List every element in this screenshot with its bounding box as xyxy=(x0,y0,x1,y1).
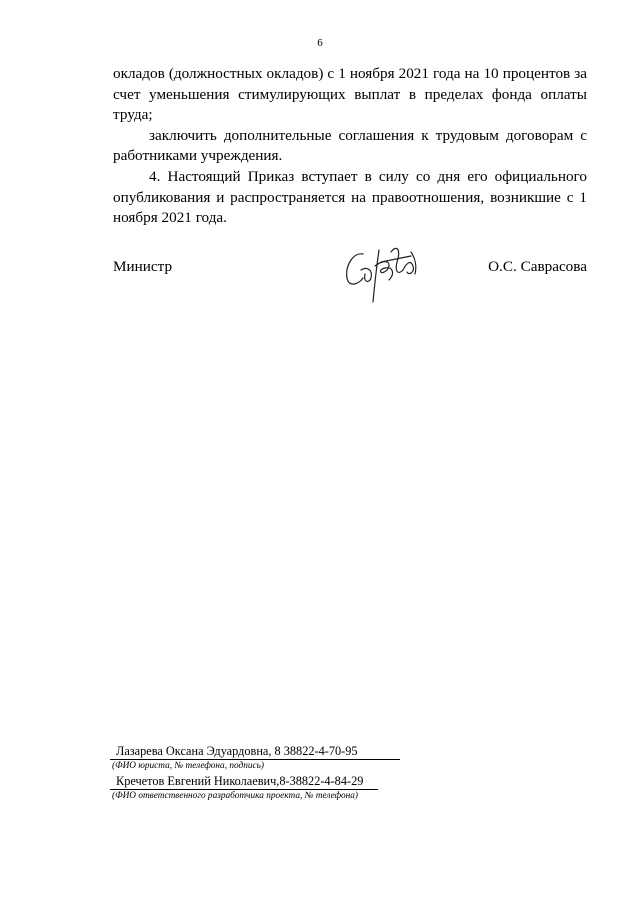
signatory-name: О.С. Саврасова xyxy=(488,258,587,275)
footer-contacts xyxy=(110,744,440,804)
paragraph-effective-date: 4. Настоящий Приказ вступает в силу со дня его официального опубликования и распространяется на правоотношения, возникшие с 1 ноября 2021 года. xyxy=(113,167,587,227)
document-body xyxy=(113,64,587,229)
lawyer-contact-caption: (ФИО юриста, № телефона, подпись) xyxy=(112,761,264,771)
handwritten-signature xyxy=(341,240,431,315)
signature-block xyxy=(113,258,587,318)
lawyer-contact: Лазарева Оксана Эдуардовна, 8 38822-4-70-95 xyxy=(110,744,400,760)
page-number: 6 xyxy=(317,37,323,49)
developer-contact-caption: (ФИО ответственного разработчика проекта, № телефона) xyxy=(112,791,359,801)
paragraph-additional-agreements: заключить дополнительные соглашения к трудовым договорам с работниками учреждения. xyxy=(113,126,587,165)
paragraph-salary-increase: окладов (должностных окладов) с 1 ноября 2021 года на 10 процентов за счет уменьшения стимулирующих выплат в пределах фонда оплаты труда; xyxy=(113,65,587,124)
signatory-title: Министр xyxy=(113,258,173,275)
developer-contact: Кречетов Евгений Николаевич,8-38822-4-84-29 xyxy=(110,774,378,790)
